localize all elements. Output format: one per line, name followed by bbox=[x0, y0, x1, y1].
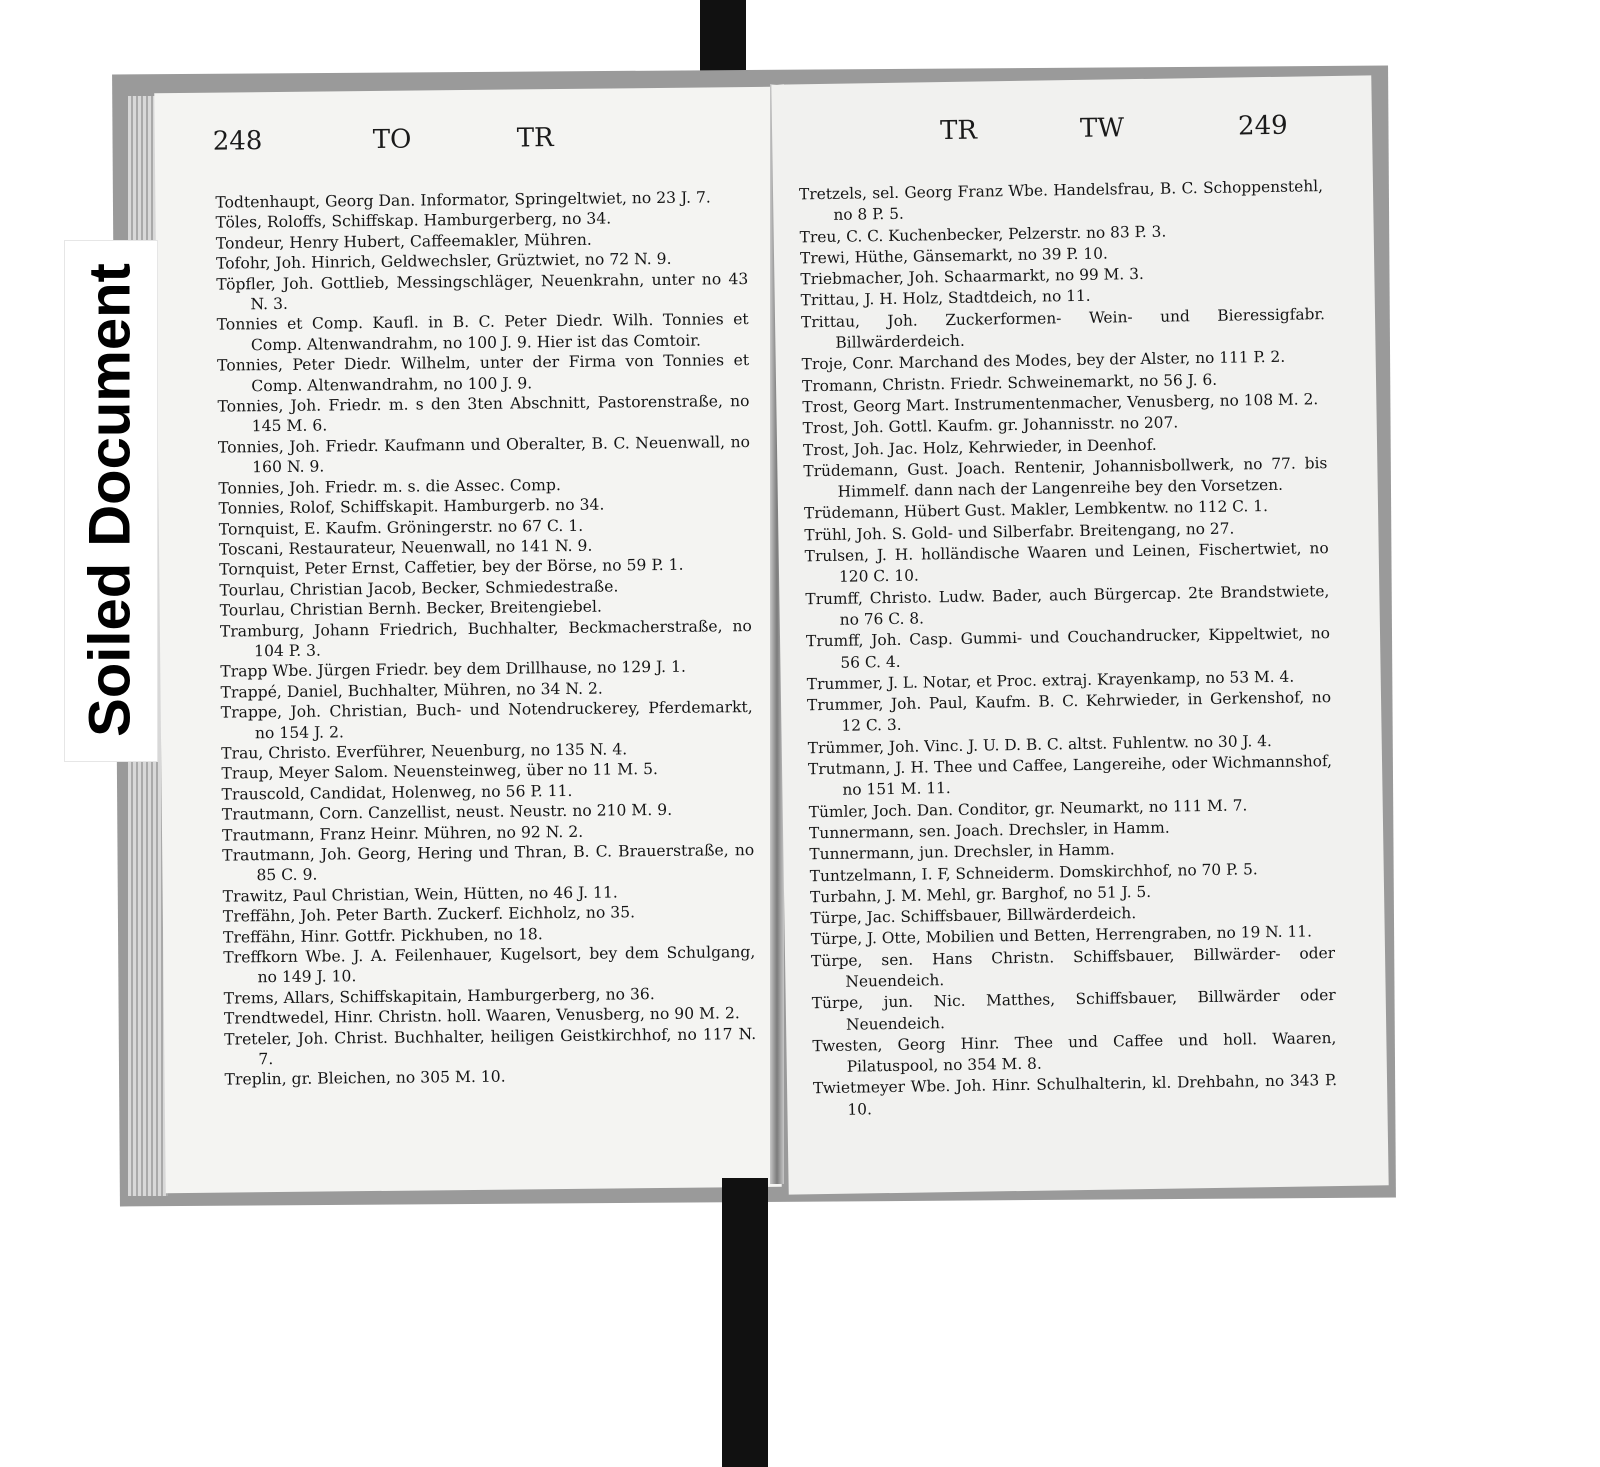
directory-entry: Tonnies, Joh. Friedr. m. s den 3ten Abschnitt, Pastorenstraße, no 145 M. 6. bbox=[217, 392, 750, 436]
right-page-number: 249 bbox=[1237, 110, 1288, 142]
directory-entry: Trittau, J. H. Holz, Stadtdeich, no 11. bbox=[800, 287, 1091, 310]
right-head-left: TR bbox=[939, 115, 978, 147]
directory-entry: Trau, Christo. Everführer, Neuenburg, no 135 N. 4. bbox=[221, 740, 628, 763]
right-directory-list bbox=[799, 176, 1338, 1121]
left-running-head bbox=[155, 121, 771, 167]
directory-entry: Tromann, Christn. Friedr. Schweinemarkt, no 56 J. 6. bbox=[801, 370, 1218, 396]
directory-entry: Türpe, sen. Hans Christn. Schiffsbauer, Billwärder- oder Neuendeich. bbox=[810, 943, 1336, 991]
directory-entry: Tuntzelmann, I. F, Schneiderm. Domskirchhof, no 70 P. 5. bbox=[809, 859, 1258, 885]
directory-entry: Tondeur, Henry Hubert, Caffeemakler, Mühren. bbox=[215, 230, 592, 253]
directory-entry: Tonnies, Joh. Friedr. m. s. die Assec. Comp. bbox=[218, 475, 561, 498]
directory-entry: Trautmann, Franz Heinr. Mühren, no 92 N. 2. bbox=[221, 822, 584, 845]
directory-entry: Trewi, Hüthe, Gänsemarkt, no 39 P. 10. bbox=[799, 244, 1108, 268]
left-head-right: TR bbox=[516, 123, 554, 154]
directory-entry: Türpe, J. Otte, Mobilien und Betten, Herrengraben, no 19 N. 11. bbox=[810, 922, 1313, 949]
right-page bbox=[771, 75, 1388, 1194]
directory-entry: Trümmer, Joh. Vinc. J. U. D. B. C. altst. Fuhlentw. no 30 J. 4. bbox=[807, 731, 1273, 758]
directory-entry: Trawitz, Paul Christian, Wein, Hütten, no 46 J. 11. bbox=[222, 883, 618, 906]
directory-entry: Tunnermann, sen. Joach. Drechsler, in Hamm. bbox=[808, 818, 1170, 843]
left-directory-list bbox=[215, 187, 756, 1090]
directory-entry: Trittau, Joh. Zuckerformen- Wein- und Bieressigfabr. Billwärderdeich. bbox=[800, 304, 1326, 352]
directory-entry: Tonnies, Peter Diedr. Wilhelm, unter der Firma von Tonnies et Comp. Altenwandrahm, no 100 J. 9. bbox=[217, 351, 750, 395]
directory-entry: Trendtwedel, Hinr. Christn. holl. Waaren, Venusberg, no 90 M. 2. bbox=[223, 1004, 740, 1028]
directory-entry: Trummer, J. L. Notar, et Proc. extraj. Krayenkamp, no 53 M. 4. bbox=[806, 667, 1295, 694]
directory-entry: Trost, Georg Mart. Instrumentenmacher, Venusberg, no 108 M. 2. bbox=[802, 390, 1319, 417]
directory-entry: Tretzels, sel. Georg Franz Wbe. Handelsfrau, B. C. Schoppenstehl, no 8 P. 5. bbox=[798, 177, 1324, 225]
directory-entry: Treffähn, Hinr. Gottfr. Pickhuben, no 18. bbox=[223, 924, 543, 947]
directory-entry: Trappé, Daniel, Buchhalter, Mühren, no 34 N. 2. bbox=[220, 679, 603, 702]
directory-entry: Treffähn, Joh. Peter Barth. Zuckerf. Eichholz, no 35. bbox=[222, 903, 636, 926]
directory-entry: Treplin, gr. Bleichen, no 305 M. 10. bbox=[224, 1068, 506, 1090]
directory-entry: Trems, Allars, Schiffskapitain, Hamburgerberg, no 36. bbox=[223, 984, 655, 1008]
directory-entry: Todtenhaupt, Georg Dan. Informator, Springeltwiet, no 23 J. 7. bbox=[215, 188, 711, 212]
binding-tape-bottom bbox=[722, 1178, 768, 1467]
directory-entry: Treu, C. C. Kuchenbecker, Pelzerstr. no 83 P. 3. bbox=[799, 222, 1167, 246]
directory-entry: Trummer, Joh. Paul, Kaufm. B. C. Kehrwieder, in Gerkenshof, no 12 C. 3. bbox=[806, 688, 1332, 736]
directory-entry: Troje, Conr. Marchand des Modes, bey der Alster, no 111 P. 2. bbox=[801, 348, 1286, 374]
directory-entry: Tonnies, Rolof, Schiffskapit. Hamburgerb. no 34. bbox=[218, 495, 605, 518]
directory-entry: Trappe, Joh. Christian, Buch- und Notendruckerey, Pferdemarkt, no 154 J. 2. bbox=[220, 698, 753, 742]
directory-entry: Tonnies et Comp. Kaufl. in B. C. Peter Diedr. Wilh. Tonnies et Comp. Altenwandrahm, no 100 J. 9. Hier ist das Comtoir. bbox=[216, 310, 749, 355]
directory-entry: Tornquist, Peter Ernst, Caffetier, bey der Börse, no 59 P. 1. bbox=[219, 556, 684, 579]
directory-entry: Twietmeyer Wbe. Joh. Hinr. Schulhalterin, kl. Drehbahn, no 343 P. 10. bbox=[812, 1071, 1338, 1119]
directory-entry: Tümler, Joch. Dan. Conditor, gr. Neumarkt, no 111 M. 7. bbox=[808, 796, 1248, 821]
directory-entry: Trautmann, Corn. Canzellist, neust. Neustr. no 210 M. 9. bbox=[221, 801, 673, 824]
right-running-head bbox=[772, 109, 1373, 158]
directory-entry: Trauscold, Candidat, Holenweg, no 56 P. 11. bbox=[221, 781, 573, 804]
directory-entry: Türpe, Jac. Schiffsbauer, Billwärderdeich. bbox=[810, 904, 1137, 928]
directory-entry: Trapp Wbe. Jürgen Friedr. bey dem Drillhause, no 129 J. 1. bbox=[220, 658, 687, 681]
left-page-number: 248 bbox=[212, 126, 263, 157]
directory-entry: Trumff, Joh. Casp. Gummi- und Couchandrucker, Kippeltwiet, no 56 C. 4. bbox=[805, 624, 1331, 672]
directory-entry: Treteler, Joh. Christ. Buchhalter, heiligen Geistkirchhof, no 117 N. 7. bbox=[224, 1024, 757, 1069]
directory-entry: Trautmann, Joh. Georg, Hering und Thran, B. C. Brauerstraße, no 85 C. 9. bbox=[222, 841, 755, 885]
directory-entry: Trüdemann, Hübert Gust. Makler, Lembkentw. no 112 C. 1. bbox=[803, 497, 1269, 523]
directory-entry: Twesten, Georg Hinr. Thee und Caffee und holl. Waaren, Pilatuspool, no 354 M. 8. bbox=[812, 1028, 1337, 1076]
directory-entry: Trutmann, J. H. Thee und Caffee, Langereihe, oder Wichmannshof, no 151 M. 11. bbox=[807, 752, 1333, 800]
directory-entry: Trühl, Joh. S. Gold- und Silberfabr. Breitengang, no 27. bbox=[804, 519, 1235, 545]
directory-entry: Trulsen, J. H. holländische Waaren und Leinen, Fischertwiet, no 120 C. 10. bbox=[804, 539, 1329, 587]
directory-entry: Tourlau, Christian Jacob, Becker, Schmiedestraße. bbox=[219, 577, 619, 600]
directory-entry: Tourlau, Christian Bernh. Becker, Breitengiebel. bbox=[219, 597, 602, 620]
condition-label-text: Soiled Document bbox=[77, 263, 143, 737]
directory-entry: Treffkorn Wbe. J. A. Feilenhauer, Kugelsort, bey dem Schulgang, no 149 J. 10. bbox=[223, 943, 756, 987]
directory-entry: Tofohr, Joh. Hinrich, Geldwechsler, Grüztwiet, no 72 N. 9. bbox=[215, 250, 672, 273]
directory-entry: Trost, Joh. Jac. Holz, Kehrwieder, in Deenhof. bbox=[802, 435, 1157, 459]
directory-entry: Trumff, Christo. Ludw. Bader, auch Bürgercap. 2te Brandstwiete, no 76 C. 8. bbox=[805, 581, 1330, 629]
left-page bbox=[154, 87, 781, 1193]
directory-entry: Tunnermann, jun. Drechsler, in Hamm. bbox=[809, 840, 1115, 864]
directory-entry: Traup, Meyer Salom. Neuensteinweg, über no 11 M. 5. bbox=[221, 760, 659, 783]
directory-entry: Tramburg, Johann Friedrich, Buchhalter, Beckmacherstraße, no 104 P. 3. bbox=[219, 616, 752, 661]
directory-entry: Töles, Roloffs, Schiffskap. Hamburgerberg, no 34. bbox=[215, 209, 612, 233]
directory-entry: Triebmacher, Joh. Schaarmarkt, no 99 M. 3. bbox=[800, 265, 1144, 289]
directory-entry: Tornquist, E. Kaufm. Gröningerstr. no 67 C. 1. bbox=[218, 516, 584, 539]
right-head-right: TW bbox=[1079, 113, 1125, 144]
directory-entry: Töpfler, Joh. Gottlieb, Messingschläger, Neuenkrahn, unter no 43 N. 3. bbox=[216, 269, 749, 314]
directory-entry: Türpe, jun. Nic. Matthes, Schiffsbauer, Billwärder oder Neuendeich. bbox=[811, 986, 1336, 1034]
directory-entry: Toscani, Restaurateur, Neuenwall, no 141 N. 9. bbox=[218, 536, 593, 559]
directory-entry: Turbahn, J. M. Mehl, gr. Barghof, no 51 J. 5. bbox=[809, 882, 1152, 907]
left-head-left: TO bbox=[372, 124, 412, 155]
directory-entry: Trüdemann, Gust. Joach. Rentenir, Johannisbollwerk, no 77. bis Himmelf. dann nach der Langenreihe bey den Vorsetzen. bbox=[803, 453, 1328, 501]
directory-entry: Tonnies, Joh. Friedr. Kaufmann und Oberalter, B. C. Neuenwall, no 160 N. 9. bbox=[217, 432, 751, 477]
directory-entry: Trost, Joh. Gottl. Kaufm. gr. Johannisstr. no 207. bbox=[802, 413, 1179, 438]
